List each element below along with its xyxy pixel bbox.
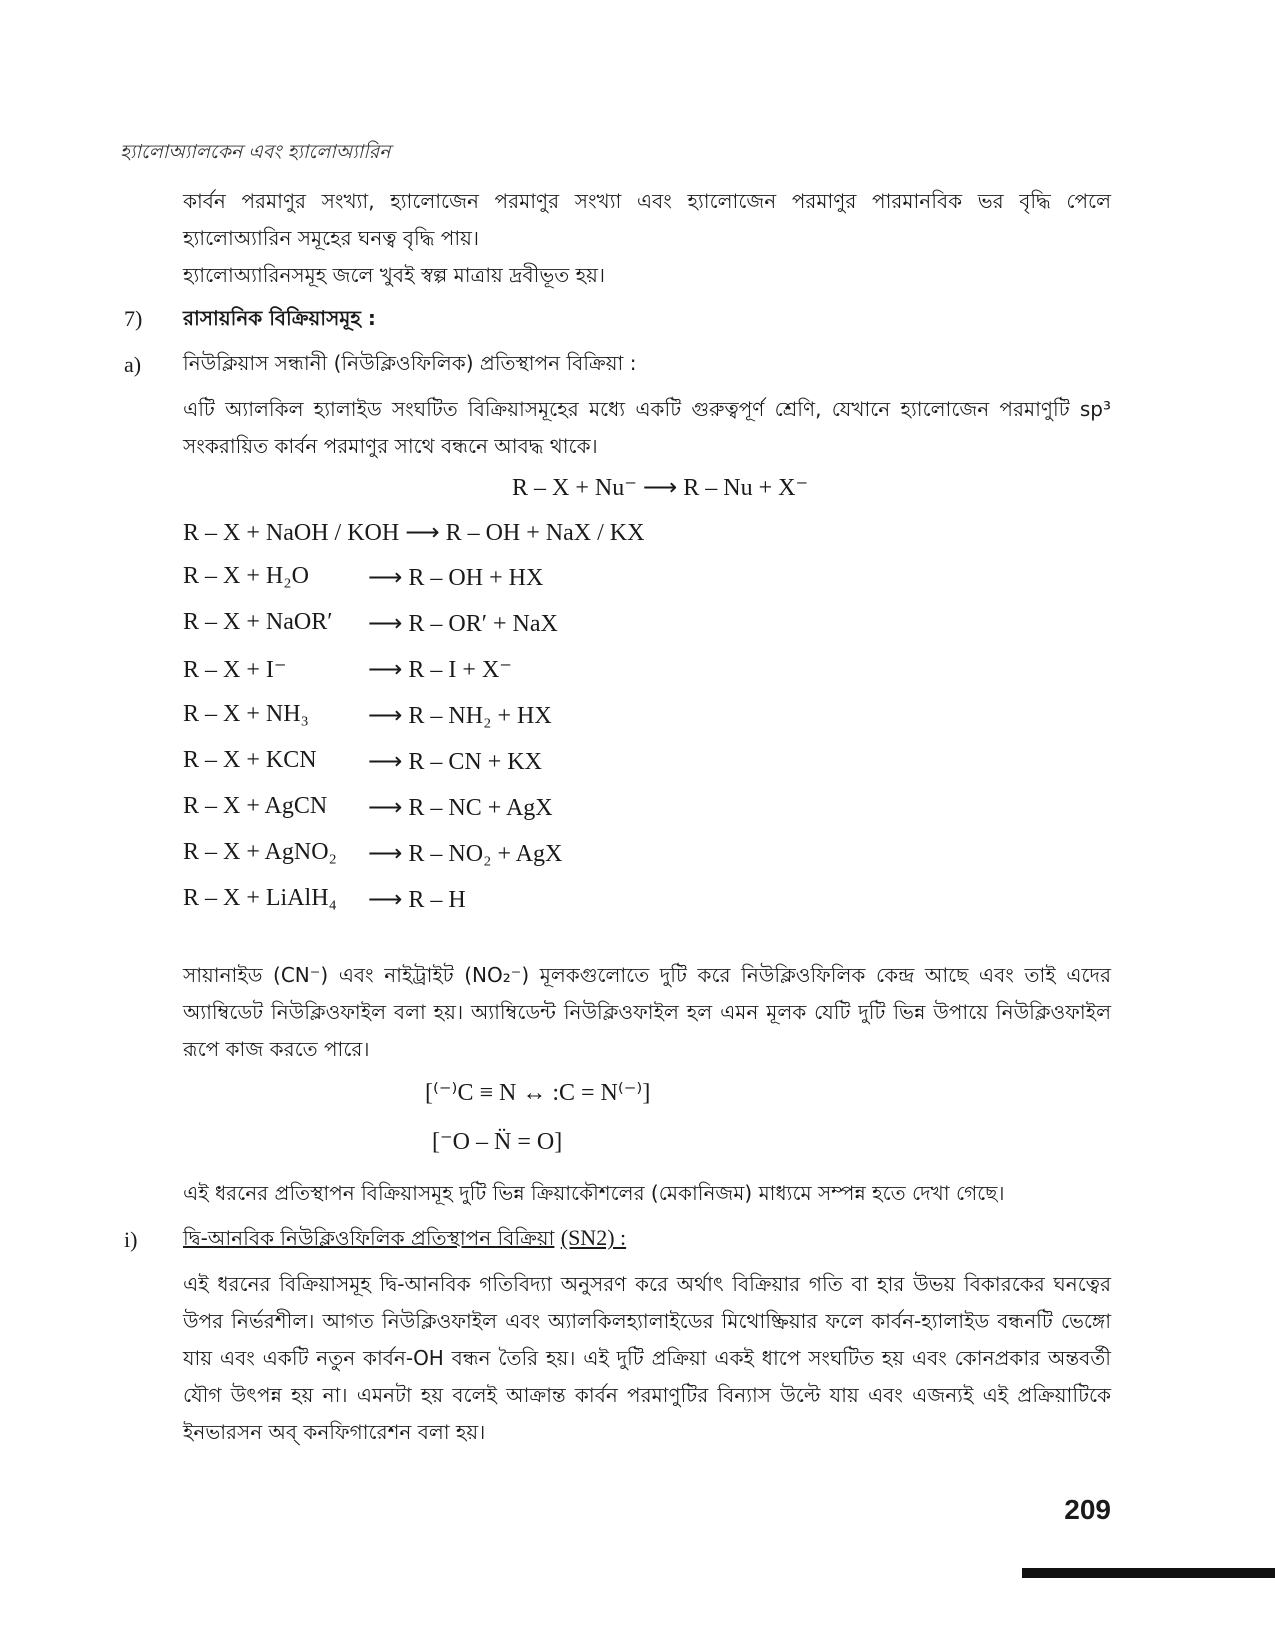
- reaction-rhs: ⟶ R – CN + KX: [368, 749, 542, 775]
- reaction-rhs: ⟶ R – OH + HX: [368, 565, 544, 591]
- reaction-rhs: ⟶ R – NO₂ + AgX: [368, 841, 563, 867]
- equation-naoh: R – X + NaOH / KOH ⟶ R – OH + NaX / KX: [183, 520, 645, 546]
- reaction-lhs: R – X + I⁻: [183, 657, 287, 683]
- section-a-title: নিউক্লিয়াস সন্ধানী (নিউক্লিওফিলিক) প্রতিস্থাপন বিক্রিয়া :: [183, 351, 637, 375]
- paragraph-sp3: এটি অ্যালকিল হ্যালাইড সংঘটিত বিক্রিয়াসমূহের মধ্যে একটি গুরুত্বপূর্ণ শ্রেণি, যেখানে হ্যালোজেন পরমাণুটি sp³ সংকরায়িত কার্বন পরমাণুর সাথে বন্ধনে আবদ্ধ থাকে।: [183, 397, 1111, 458]
- reaction-lhs: R – X + LiAlH₄: [183, 885, 337, 911]
- reaction-rhs: ⟶ R – NC + AgX: [368, 795, 553, 821]
- reaction-rhs: ⟶ R – H: [368, 887, 466, 913]
- paragraph-sn2: এই ধরনের বিক্রিয়াসমূহ দ্বি-আনবিক গতিবিদ্যা অনুসরণ করে অর্থাৎ বিক্রিয়ার গতি বা হার উভয় বিকারকের ঘনত্বের উপর নির্ভরশীল। আগত নিউক্লিওফাইল এবং অ্যালকিলহ্যালাইডের মিথোষ্ক্রিয়ার ফলে কার্বন-হ্যালাইড বন্ধনটি ভেঙ্গো যায় এবং একটি নতুন কার্বন-OH বন্ধন তৈরি হয়। এই দুটি প্রক্রিয়া একই ধাপে সংঘটিত হয় এবং কোনপ্রকার অন্তবর্তী যৌগ উৎপন্ন হয় না। এমনটা হয় বলেই আক্রান্ত কার্বন পরমাণুটির বিন্যাস উল্টে যায় এবং এজন্যই এই প্রক্রিয়াটিকে ইনভারসন অব্ কনফিগারেশন বলা হয়।: [183, 1272, 1111, 1444]
- paragraph-density: কার্বন পরমাণুর সংখ্যা, হ্যালোজেন পরমাণুর সংখ্যা এবং হ্যালোজেন পরমাণুর পারমানবিক ভর বৃদ্ধি পেলে হ্যালোঅ্যারিন সমূহের ঘনত্ব বৃদ্ধি পায়।: [183, 189, 1111, 250]
- reaction-lhs: R – X + KCN: [183, 747, 317, 773]
- footer-bar: [1022, 1568, 1275, 1578]
- equation-general: R – X + Nu⁻ ⟶ R – Nu + X⁻: [512, 475, 809, 501]
- paragraph-mechanism: এই ধরনের প্রতিস্থাপন বিক্রিয়াসমূহ দুটি ভিন্ন ক্রিয়াকৌশলের (মেকানিজম) মাধ্যমে সম্পন্ন হতে দেখা গেছে।: [183, 1181, 1005, 1205]
- running-header: হ্যালোঅ্যালকেন এবং হ্যালোঅ্যারিন: [120, 141, 391, 163]
- reaction-lhs: R – X + NH₃: [183, 701, 309, 727]
- reaction-lhs: R – X + AgNO₂: [183, 839, 337, 865]
- reaction-lhs: R – X + H₂O: [183, 563, 309, 589]
- reaction-lhs: R – X + NaOR′: [183, 609, 333, 635]
- section-i-heading: [183, 1224, 626, 1257]
- reaction-lhs: R – X + AgCN: [183, 793, 328, 819]
- section-i-number: i): [124, 1227, 138, 1252]
- reaction-rhs: ⟶ R – I + X⁻: [368, 657, 512, 683]
- section-i-sn2: (SN2) :: [560, 1225, 627, 1250]
- section-i-title: দ্বি-আনবিক নিউক্লিওফিলিক প্রতিস্থাপন বিক্রিয়া: [183, 1226, 555, 1250]
- reaction-rhs: ⟶ R – NH₂ + HX: [368, 703, 552, 729]
- page-number: 209: [1064, 1494, 1111, 1525]
- section-7-title: রাসায়নিক বিক্রিয়াসমূহ :: [183, 306, 376, 330]
- reaction-rhs: ⟶ R – OR′ + NaX: [368, 611, 558, 637]
- equation-nitrite: [⁻O – N̈ = O]: [432, 1129, 563, 1155]
- paragraph-solubility: হ্যালোঅ্যারিনসমূহ জলে খুবই স্বল্প মাত্রায় দ্রবীভূত হয়।: [183, 263, 606, 287]
- equation-cyanide: [⁽⁻⁾C ≡ N ↔ :C = N⁽⁻⁾]: [425, 1080, 651, 1106]
- section-7-number: 7): [124, 306, 143, 331]
- paragraph-ambident: সায়ানাইড (CN⁻) এবং নাইট্রাইট (NO₂⁻) মূলকগুলোতে দুটি করে নিউক্লিওফিলিক কেন্দ্র আছে এবং তাই এদের অ্যাম্বিডেট নিউক্লিওফাইল বলা হয়। অ্যাম্বিডেন্ট নিউক্লিওফাইল হল এমন মূলক যেটি দুটি ভিন্ন উপায়ে নিউক্লিওফাইল রূপে কাজ করতে পারে।: [183, 963, 1111, 1061]
- section-a-number: a): [124, 352, 142, 377]
